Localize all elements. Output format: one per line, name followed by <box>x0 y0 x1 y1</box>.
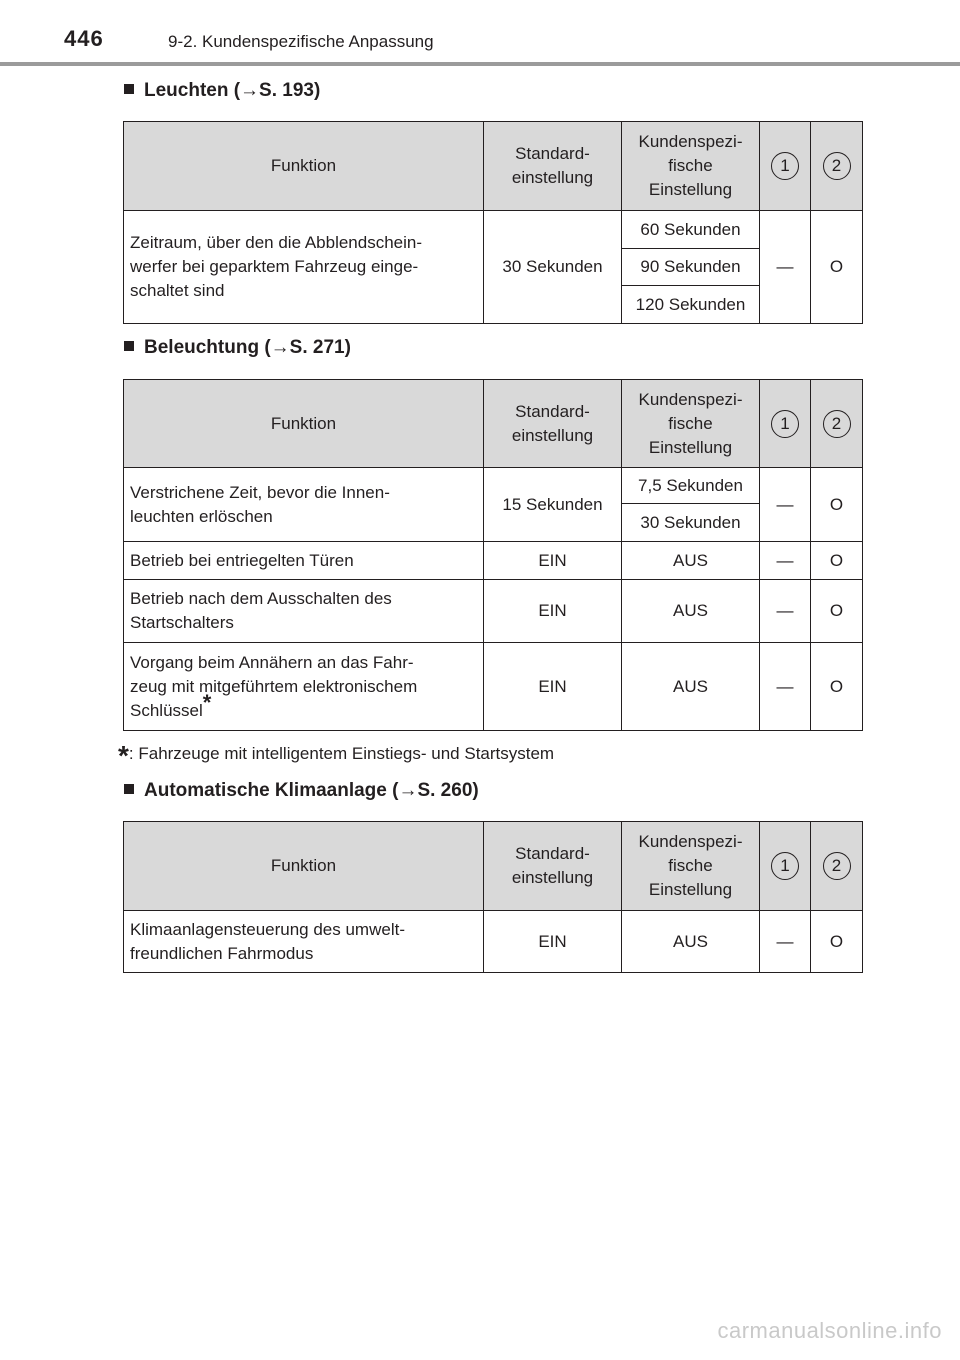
header-rule <box>0 62 960 66</box>
square-bullet-icon <box>124 784 134 794</box>
function-cell: Betrieb bei entriegelten Türen <box>124 542 484 580</box>
col-header-custom: Kundenspezi- fische Einstellung <box>622 122 760 211</box>
section-title: Beleuchtung (→S. 271) <box>144 337 351 358</box>
table-header-row <box>124 380 863 468</box>
circled-1-icon: 1 <box>771 410 799 438</box>
circled-2-icon: 2 <box>823 852 851 880</box>
col-header-2 <box>811 380 863 468</box>
default-cell: 30 Sekunden <box>484 211 622 324</box>
option-cell: 30 Sekunden <box>622 504 760 542</box>
custom-cell: AUS <box>622 542 760 580</box>
col-header-2 <box>811 122 863 211</box>
table-header-row <box>124 122 863 211</box>
col-header-1 <box>760 122 811 211</box>
table-klimaanlage <box>123 821 863 973</box>
section-heading-leuchten <box>124 80 320 102</box>
default-cell: 15 Sekunden <box>484 468 622 542</box>
col-header-1 <box>760 822 811 911</box>
chapter-title: 9-2. Kundenspezifische Anpassung <box>168 32 434 51</box>
col2-cell: O <box>811 468 863 542</box>
col2-cell: O <box>811 211 863 324</box>
col-header-funktion: Funktion <box>124 122 484 211</box>
page-header <box>0 0 960 64</box>
option-cell: 7,5 Sekunden <box>622 468 760 504</box>
option-cell: 120 Sekunden <box>622 286 760 324</box>
col2-cell: O <box>811 643 863 731</box>
table-leuchten <box>123 121 863 324</box>
function-cell: Vorgang beim Annähern an das Fahr- zeug mit mitgeführtem elektronischem Schlüssel* <box>124 643 484 731</box>
table-beleuchtung <box>123 379 863 731</box>
col1-cell: — <box>760 468 811 542</box>
default-cell: EIN <box>484 542 622 580</box>
table-row <box>124 211 863 249</box>
circled-2-icon: 2 <box>823 152 851 180</box>
square-bullet-icon <box>124 341 134 351</box>
col2-cell: O <box>811 542 863 580</box>
default-cell: EIN <box>484 643 622 731</box>
col1-cell: — <box>760 580 811 643</box>
col2-cell: O <box>811 911 863 973</box>
function-cell: Zeitraum, über den die Abblendschein- werfer bei geparktem Fahrzeug einge- schaltet sind <box>124 211 484 324</box>
square-bullet-icon <box>124 84 134 94</box>
footnote-marker: * <box>118 740 129 771</box>
col1-cell: — <box>760 211 811 324</box>
custom-cell: AUS <box>622 580 760 643</box>
col-header-1 <box>760 380 811 468</box>
watermark: carmanualsonline.info <box>717 1318 942 1343</box>
col1-cell: — <box>760 911 811 973</box>
function-cell: Verstrichene Zeit, bevor die Innen- leuchten erlöschen <box>124 468 484 542</box>
table-header-row <box>124 822 863 911</box>
custom-cell: AUS <box>622 911 760 973</box>
footnote-marker: * <box>202 689 212 715</box>
page-number: 446 <box>64 26 104 51</box>
col-header-2 <box>811 822 863 911</box>
circled-1-icon: 1 <box>771 152 799 180</box>
footnote <box>118 740 554 772</box>
table-row <box>124 468 863 504</box>
col-header-standard: Standard- einstellung <box>484 380 622 468</box>
default-cell: EIN <box>484 580 622 643</box>
circled-1-icon: 1 <box>771 852 799 880</box>
table-row <box>124 542 863 580</box>
section-title: Automatische Klimaanlage (→S. 260) <box>144 780 479 801</box>
footnote-text: : Fahrzeuge mit intelligentem Einstiegs- und Startsystem <box>128 744 555 763</box>
function-cell: Betrieb nach dem Ausschalten des Startschalters <box>124 580 484 643</box>
section-heading-klimaanlage <box>124 780 479 802</box>
option-cell: 60 Sekunden <box>622 211 760 249</box>
function-cell: Klimaanlagensteuerung des umwelt- freundlichen Fahrmodus <box>124 911 484 973</box>
col1-cell: — <box>760 542 811 580</box>
section-title: Leuchten (→S. 193) <box>144 80 321 101</box>
col-header-standard: Standard- einstellung <box>484 822 622 911</box>
col-header-funktion: Funktion <box>124 822 484 911</box>
col1-cell: — <box>760 643 811 731</box>
table-row <box>124 643 863 731</box>
section-heading-beleuchtung <box>124 337 351 359</box>
custom-cell: AUS <box>622 643 760 731</box>
table-row <box>124 911 863 973</box>
circled-2-icon: 2 <box>823 410 851 438</box>
col-header-custom: Kundenspezi- fische Einstellung <box>622 822 760 911</box>
col-header-custom: Kundenspezi- fische Einstellung <box>622 380 760 468</box>
default-cell: EIN <box>484 911 622 973</box>
col-header-standard: Standard- einstellung <box>484 122 622 211</box>
col-header-funktion: Funktion <box>124 380 484 468</box>
option-cell: 90 Sekunden <box>622 249 760 286</box>
col2-cell: O <box>811 580 863 643</box>
table-row <box>124 580 863 643</box>
